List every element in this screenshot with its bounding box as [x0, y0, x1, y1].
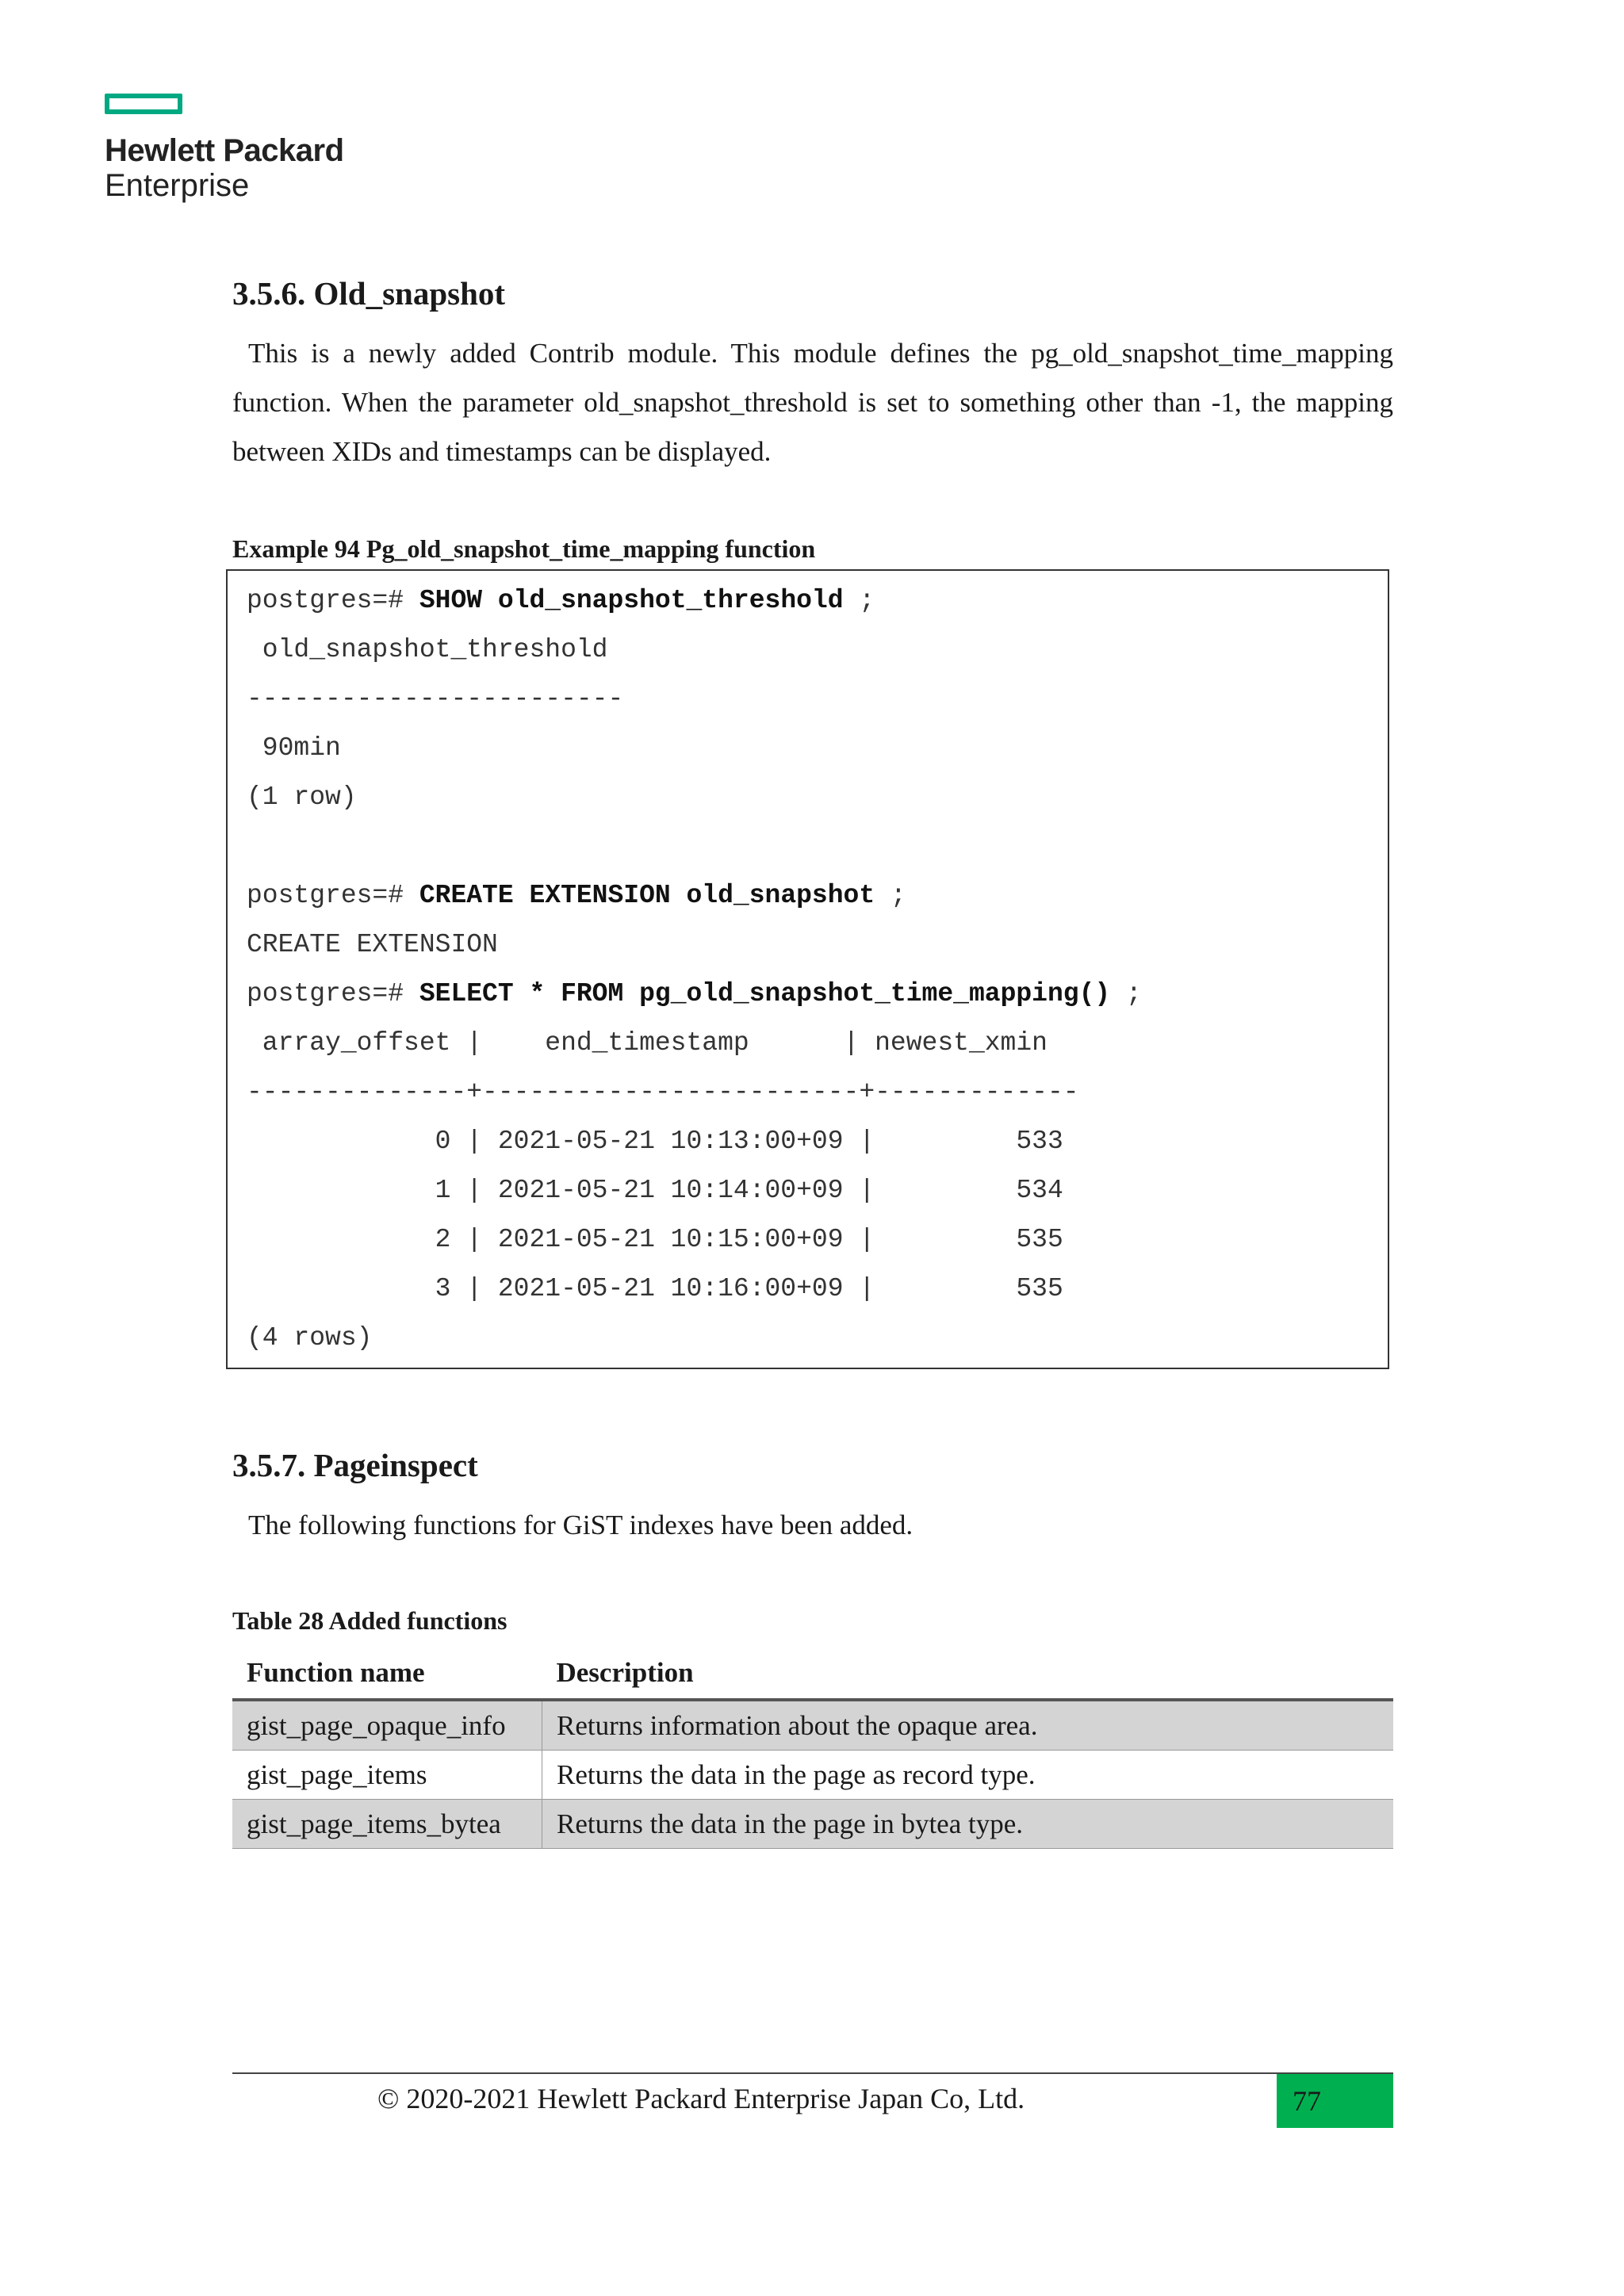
table-header-row [232, 1649, 1393, 1700]
section-heading-old-snapshot: 3.5.6. Old_snapshot [232, 275, 506, 312]
code-line: 1 | 2021-05-21 10:14:00+09 | 534 [247, 1176, 1063, 1205]
code-line: 0 | 2021-05-21 10:13:00+09 | 533 [247, 1127, 1063, 1156]
hpe-logo [105, 94, 344, 203]
column-header-function-name: Function name [232, 1649, 542, 1700]
code-line: (1 row) [247, 783, 357, 812]
code-line: 3 | 2021-05-21 10:16:00+09 | 535 [247, 1274, 1063, 1303]
footer-divider [232, 2072, 1393, 2074]
function-name-cell: gist_page_opaque_info [232, 1700, 542, 1751]
hpe-logo-mark [105, 94, 182, 114]
logo-text-line1: Hewlett Packard [105, 133, 344, 168]
column-header-description: Description [542, 1649, 1394, 1700]
table-row [232, 1751, 1393, 1800]
code-line: old_snapshot_threshold [247, 635, 608, 664]
code-line: ------------------------ [247, 684, 624, 714]
table-caption: Table 28 Added functions [232, 1606, 508, 1635]
code-line: CREATE EXTENSION [247, 930, 498, 959]
code-example-box [226, 569, 1389, 1369]
code-line: --------------+------------------------+------------- [247, 1077, 1079, 1107]
code-line: postgres=# SELECT * FROM pg_old_snapshot_time_mapping() ; [247, 979, 1142, 1008]
code-line: 90min [247, 733, 341, 763]
code-line: postgres=# SHOW old_snapshot_threshold ; [247, 586, 875, 615]
code-line: postgres=# CREATE EXTENSION old_snapshot ; [247, 881, 906, 910]
added-functions-table [232, 1649, 1393, 1849]
footer-copyright: © 2020-2021 Hewlett Packard Enterprise Japan Co, Ltd. [377, 2083, 1025, 2114]
code-line: array_offset | end_timestamp | newest_xmin [247, 1028, 1048, 1058]
code-line: (4 rows) [247, 1323, 373, 1353]
table-row [232, 1700, 1393, 1751]
example-caption: Example 94 Pg_old_snapshot_time_mapping function [232, 534, 816, 563]
section-paragraph-old-snapshot: This is a newly added Contrib module. This module defines the pg_old_snapshot_time_mapping function. When the parameter old_snapshot_threshold is set to something other than -1, the mapping between XIDs and timestamps can be displayed. [232, 338, 1393, 467]
logo-text-line2: Enterprise [105, 168, 250, 203]
table-row [232, 1800, 1393, 1849]
description-cell: Returns information about the opaque area. [542, 1700, 1394, 1751]
function-name-cell: gist_page_items [232, 1751, 542, 1800]
page-number-badge: 77 [1277, 2074, 1393, 2128]
section-heading-pageinspect: 3.5.7. Pageinspect [232, 1447, 478, 1483]
function-name-cell: gist_page_items_bytea [232, 1800, 542, 1849]
code-line: 2 | 2021-05-21 10:15:00+09 | 535 [247, 1225, 1063, 1254]
description-cell: Returns the data in the page in bytea type. [542, 1800, 1394, 1849]
section-paragraph-pageinspect: The following functions for GiST indexes have been added. [248, 1510, 914, 1540]
description-cell: Returns the data in the page as record type. [542, 1751, 1394, 1800]
